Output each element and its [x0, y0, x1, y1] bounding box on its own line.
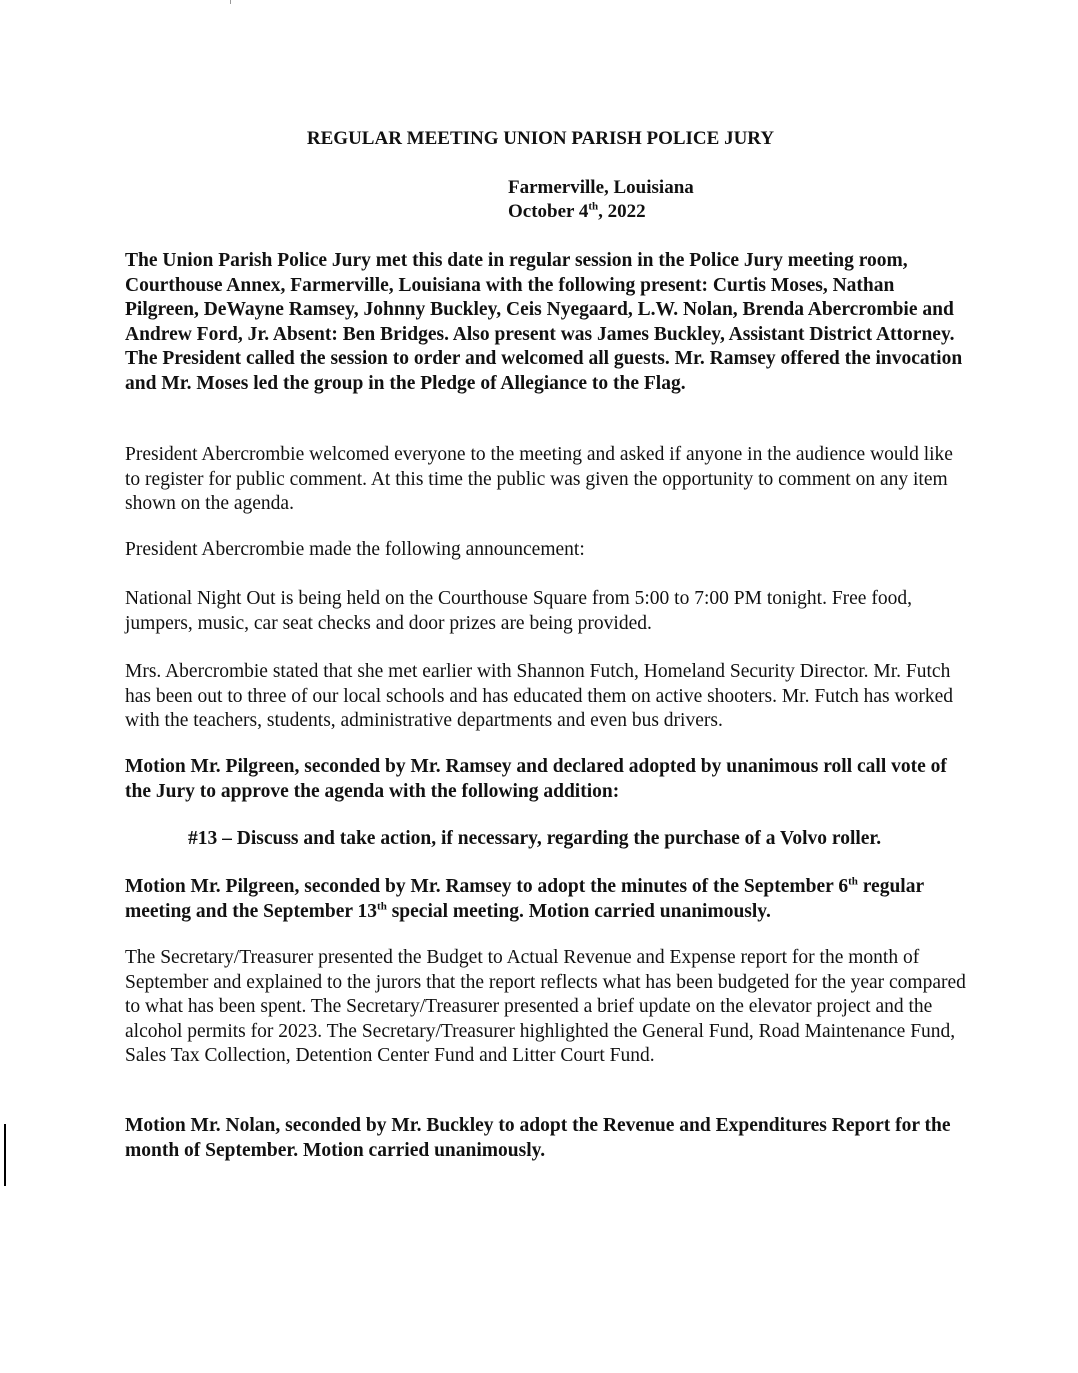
revenue-motion-paragraph: Motion Mr. Nolan, seconded by Mr. Buckley to adopt the Revenue and Expenditures Report for the month of September. Motion carried unanimously.	[125, 1115, 951, 1161]
scan-margin-bar	[4, 1124, 6, 1186]
attendance-paragraph: The Union Parish Police Jury met this date in regular session in the Police Jury meeting room, Courthouse Annex, Farmerville, Louisiana with the following present: Curtis Moses, Nathan Pilgreen, DeWayne Ramsey, Johnny Buckley, Ceis Nyegaard, L.W. Nolan, Brenda Abercrombie and Andrew Ford, Jr. Absent: Ben Bridges. Also present was James Buckley, Assistant District Attorney. The President called the session to order and welcomed all guests. Mr. Ramsey offered the invocation and Mr. Moses led the group in the Pledge of Allegiance to the Flag.	[125, 250, 963, 394]
agenda-motion-paragraph: Motion Mr. Pilgreen, seconded by Mr. Ramsey and declared adopted by unanimous roll call vote of the Jury to approve the agenda with the following addition:	[125, 756, 947, 802]
treasurer-report-paragraph: The Secretary/Treasurer presented the Budget to Actual Revenue and Expense report for the month of September and explained to the jurors that the report reflects what has been budgeted for the year compared to what has been spent. The Secretary/Treasurer presented a brief update on the elevator project and the alcohol permits for 2023. The Secretary/Treasurer highlighted the General Fund, Road Maintenance Fund, Sales Tax Collection, Detention Center Fund and Litter Court Fund.	[125, 947, 966, 1066]
announcement-intro: President Abercrombie made the following announcement:	[125, 539, 585, 560]
homeland-security-paragraph: Mrs. Abercrombie stated that she met earlier with Shannon Futch, Homeland Security Director. Mr. Futch has been out to three of our local schools and has educated them on active shooters. Mr. Futch has worked with the teachers, students, administrative departments and even bus drivers.	[125, 661, 953, 731]
meeting-date: October 4th, 2022	[508, 200, 646, 222]
location-date-block	[508, 176, 694, 224]
national-night-out-paragraph: National Night Out is being held on the Courthouse Square from 5:00 to 7:00 PM tonight. Free food, jumpers, music, car seat checks and door prizes are being provided.	[125, 588, 912, 634]
agenda-addition-item: #13 – Discuss and take action, if necessary, regarding the purchase of a Volvo roller.	[188, 828, 882, 849]
document-title: REGULAR MEETING UNION PARISH POLICE JURY	[306, 128, 775, 149]
public-comment-paragraph: President Abercrombie welcomed everyone to the meeting and asked if anyone in the audience would like to register for public comment. At this time the public was given the opportunity to comment on any item shown on the agenda.	[125, 444, 953, 514]
scan-mark	[230, 0, 231, 4]
meeting-location: Farmerville, Louisiana	[508, 177, 694, 198]
minutes-motion-paragraph: Motion Mr. Pilgreen, seconded by Mr. Ramsey to adopt the minutes of the September 6th regular meeting and the September 13th special meeting. Motion carried unanimously.	[125, 875, 924, 922]
